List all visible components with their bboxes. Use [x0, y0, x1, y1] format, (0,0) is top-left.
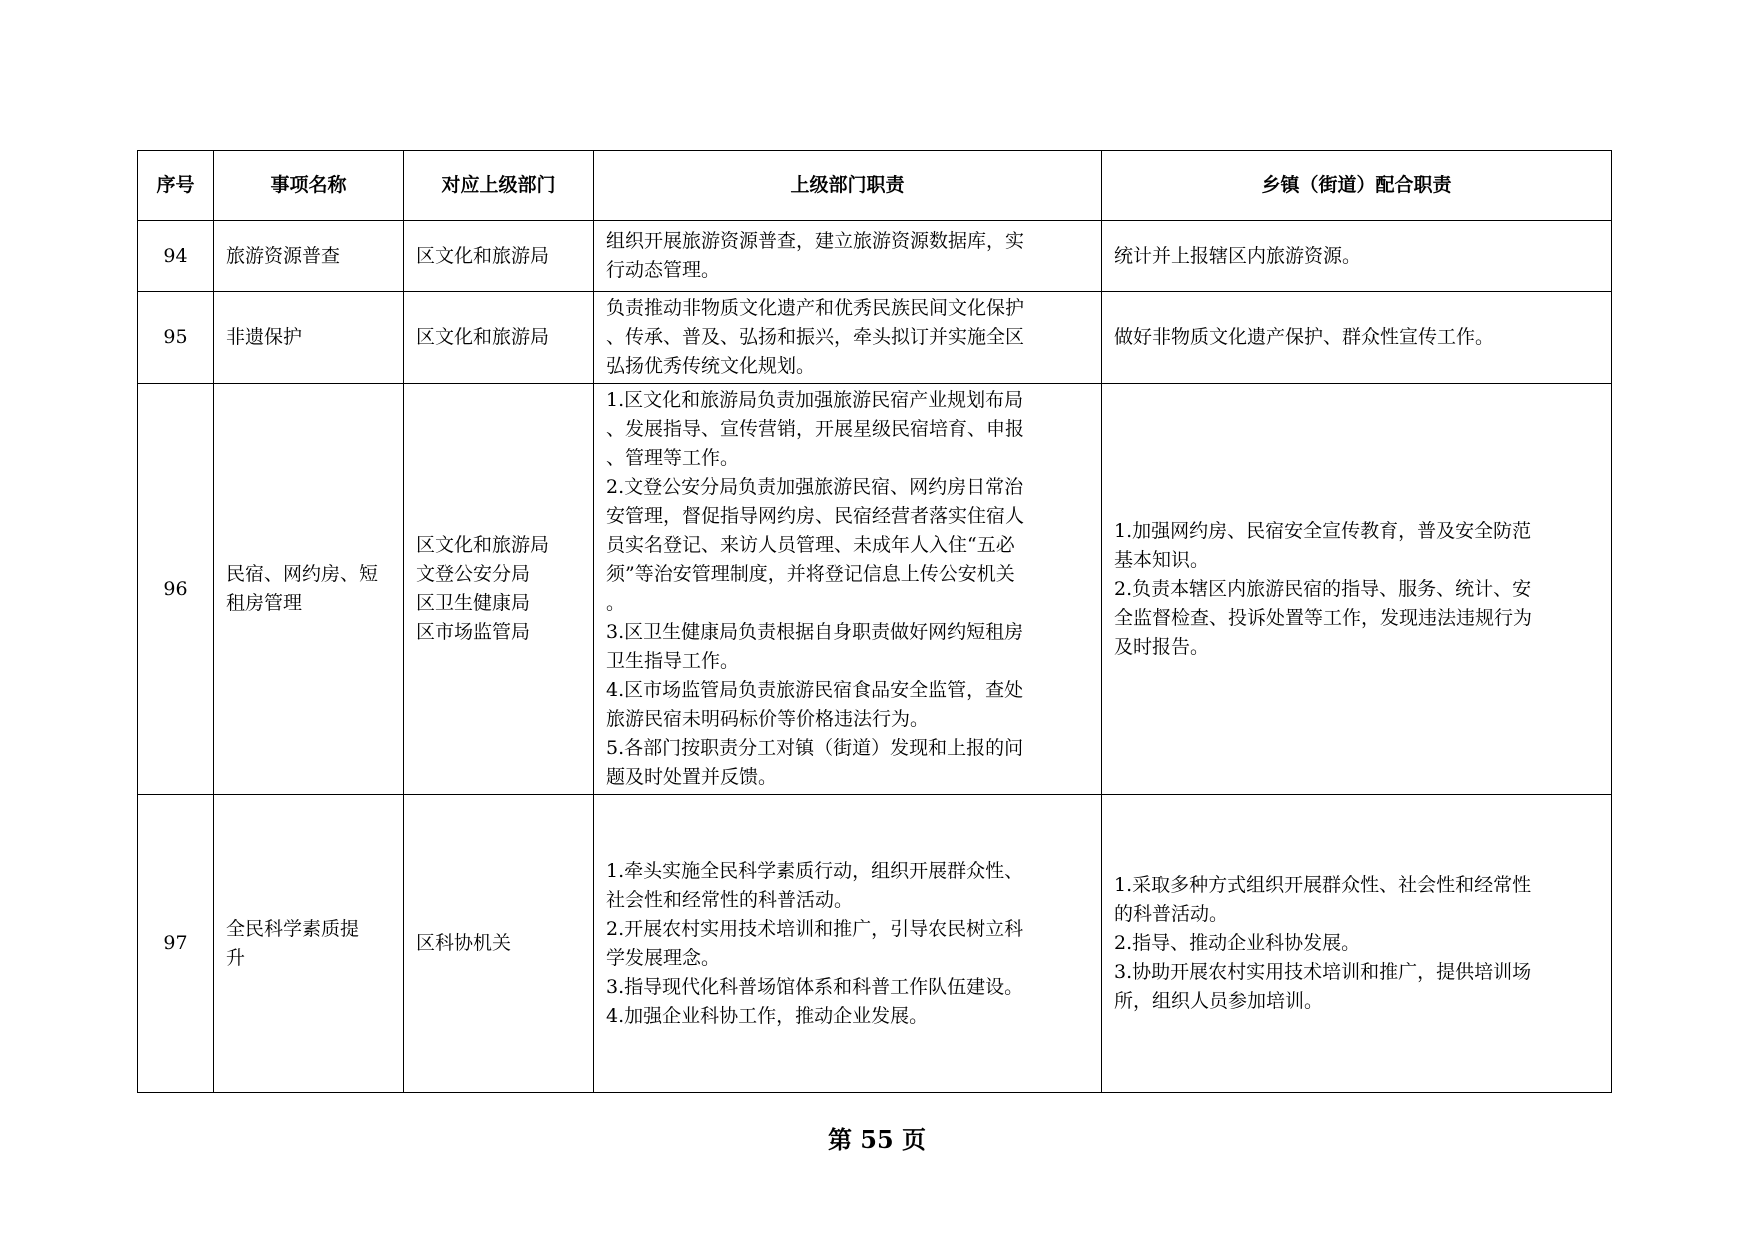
row-superior-dept	[404, 795, 594, 1093]
row-serial: 94	[138, 221, 214, 292]
cell-line: 3.协助开展农村实用技术培训和推广，提供培训场	[1114, 961, 1532, 983]
cell-line: 、管理等工作。	[606, 447, 740, 469]
cell-line: 非遗保护	[226, 326, 303, 348]
duty-table	[137, 150, 1612, 1093]
cell-line: 2.指导、推动企业科协发展。	[1114, 932, 1361, 954]
cell-line: 区文化和旅游局	[416, 534, 550, 556]
cell-line: 、传承、普及、弘扬和振兴，牵头拟订并实施全区	[606, 326, 1025, 348]
table-row	[138, 221, 1612, 292]
header-superior-dept: 对应上级部门	[404, 151, 594, 221]
cell-line: 组织开展旅游资源普查，建立旅游资源数据库，实	[606, 230, 1025, 252]
header-serial: 序号	[138, 151, 214, 221]
cell-line: 区文化和旅游局	[416, 326, 550, 348]
row-item-name	[214, 795, 404, 1093]
row-serial: 96	[138, 384, 214, 795]
cell-line: 区卫生健康局	[416, 592, 531, 614]
header-superior-duty: 上级部门职责	[594, 151, 1102, 221]
header-township-duty: 乡镇（街道）配合职责	[1102, 151, 1612, 221]
cell-line: 、发展指导、宣传营销，开展星级民宿培育、申报	[606, 418, 1025, 440]
row-superior-duty	[594, 221, 1102, 292]
table-row	[138, 795, 1612, 1093]
cell-line: 行动态管理。	[606, 259, 721, 281]
cell-line: 1.牵头实施全民科学素质行动，组织开展群众性、	[606, 859, 1024, 882]
cell-line: 旅游资源普查	[226, 244, 341, 267]
cell-line: 统计并上报辖区内旅游资源。	[1114, 244, 1362, 267]
cell-line: 3.指导现代化科普场馆体系和科普工作队伍建设。	[606, 975, 1024, 998]
cell-line: 区市场监管局	[416, 621, 531, 643]
cell-line: 升	[226, 946, 246, 969]
cell-line: 5.各部门按职责分工对镇（街道）发现和上报的问	[606, 737, 1024, 759]
cell-line: 全监督检查、投诉处置等工作，发现违法违规行为	[1114, 606, 1533, 629]
cell-line: 基本知识。	[1114, 548, 1210, 571]
cell-line: 及时报告。	[1114, 635, 1210, 658]
row-superior-duty	[594, 292, 1102, 384]
cell-line: 全民科学素质提	[226, 917, 360, 940]
row-township-duty	[1102, 384, 1612, 795]
table-row	[138, 292, 1612, 384]
cell-line: 2.文登公安分局负责加强旅游民宿、网约房日常治	[606, 476, 1024, 498]
cell-line: 题及时处置并反馈。	[606, 766, 778, 788]
cell-line: 卫生指导工作。	[606, 650, 740, 672]
cell-line: 文登公安分局	[416, 563, 531, 585]
cell-line: 民宿、网约房、短	[226, 563, 379, 585]
cell-line: 员实名登记、来访人员管理、未成年人入住“五必	[606, 534, 1015, 556]
row-item-name	[214, 384, 404, 795]
row-superior-duty	[594, 384, 1102, 795]
header-item-name: 事项名称	[214, 151, 404, 221]
row-superior-dept	[404, 292, 594, 384]
cell-line: 3.区卫生健康局负责根据自身职责做好网约短租房	[606, 621, 1024, 643]
cell-line: 租房管理	[226, 592, 303, 614]
row-superior-dept	[404, 221, 594, 292]
cell-line: 安管理，督促指导网约房、民宿经营者落实住宿人	[606, 505, 1025, 527]
row-item-name	[214, 292, 404, 384]
row-township-duty	[1102, 795, 1612, 1093]
duty-table-container	[137, 150, 1611, 1093]
cell-line: 4.加强企业科协工作，推动企业发展。	[606, 1004, 929, 1027]
cell-line: 1.区文化和旅游局负责加强旅游民宿产业规划布局	[606, 389, 1024, 411]
row-serial: 95	[138, 292, 214, 384]
row-serial: 97	[138, 795, 214, 1093]
row-superior-duty	[594, 795, 1102, 1093]
cell-line: 负责推动非物质文化遗产和优秀民族民间文化保护	[606, 297, 1025, 319]
cell-line: 2.负责本辖区内旅游民宿的指导、服务、统计、安	[1114, 577, 1532, 600]
cell-line: 4.区市场监管局负责旅游民宿食品安全监管，查处	[606, 679, 1024, 701]
cell-line: 学发展理念。	[606, 946, 721, 969]
cell-line: 区文化和旅游局	[416, 244, 550, 267]
cell-line: 1.加强网约房、民宿安全宣传教育，普及安全防范	[1114, 519, 1532, 542]
cell-line: 做好非物质文化遗产保护、群众性宣传工作。	[1114, 326, 1495, 348]
cell-line: 2.开展农村实用技术培训和推广，引导农民树立科	[606, 917, 1024, 940]
cell-line: 区科协机关	[416, 932, 512, 954]
cell-line: 须”等治安管理制度，并将登记信息上传公安机关	[606, 563, 1015, 585]
row-township-duty	[1102, 292, 1612, 384]
cell-line: 的科普活动。	[1114, 903, 1229, 925]
row-item-name	[214, 221, 404, 292]
cell-line: 弘扬优秀传统文化规划。	[606, 355, 816, 377]
row-township-duty	[1102, 221, 1612, 292]
cell-line: 所，组织人员参加培训。	[1114, 990, 1324, 1012]
cell-line: 旅游民宿未明码标价等价格违法行为。	[606, 708, 930, 730]
cell-line: 。	[606, 592, 626, 614]
table-row	[138, 384, 1612, 795]
table-header-row	[138, 151, 1612, 221]
cell-line: 社会性和经常性的科普活动。	[606, 888, 854, 911]
cell-line: 1.采取多种方式组织开展群众性、社会性和经常性	[1114, 874, 1532, 896]
page-number: 第 55 页	[827, 1125, 927, 1154]
row-superior-dept	[404, 384, 594, 795]
